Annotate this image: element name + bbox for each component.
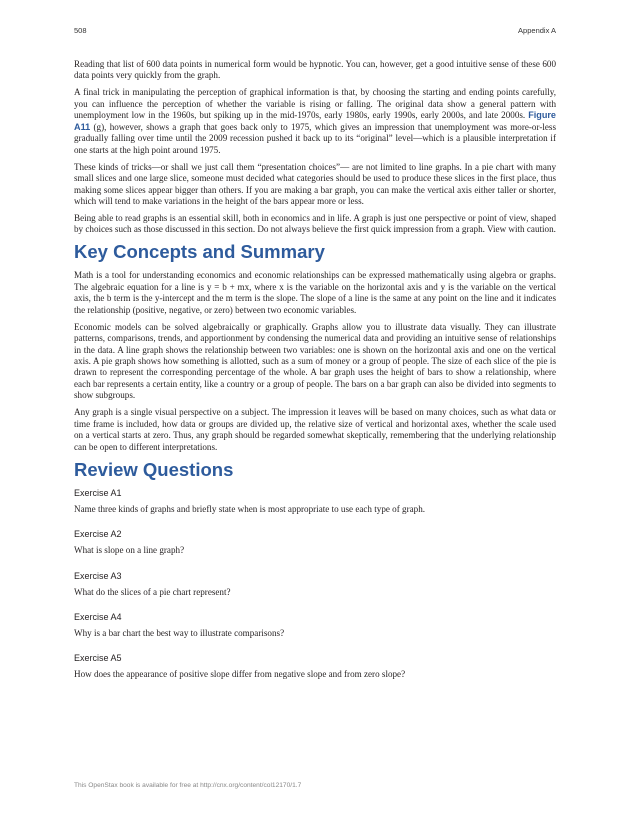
page-footer: This OpenStax book is available for free at http://cnx.org/content/col12170/1.7 [74,782,302,789]
exercise-title: Exercise A3 [74,570,122,581]
page-number: 508 [74,26,87,35]
paragraph: Being able to read graphs is an essential skill, both in economics and in life. A graph is just one perspective or point of view, shaped by choices such as those discussed in this section. Do not always believe the first quick impression from a graph. View with caution. [74,212,556,235]
paragraph: These kinds of tricks—or shall we just call them “presentation choices”— are not limited to line graphs. In a pie chart with many small slices and one large slice, someone must decided what categories should be used to produce these slices in the first place, thus making some slices appear bigger than others. If you are making a bar graph, you can make the vertical axis either taller or shorter, which will tend to make variations in the height of the bars appear more or less. [74,161,556,206]
paragraph [74,87,556,156]
exercise-title: Exercise A2 [74,529,122,540]
figure-link[interactable]: Figure A11 [74,110,556,132]
exercise-question: What do the slices of a pie chart represent? [74,586,231,597]
running-title: Appendix A [518,26,556,35]
paragraph: Any graph is a single visual perspective on a subject. The impression it leaves will be based on many choices, such as what data or time frame is included, how data or groups are divided up, the relative size of vertical and horizontal axes, whether the scale used on a vertical starts at zero. Thus, any graph should be regarded somewhat skeptically, remembering that the underlying relationship can be open to different interpretations. [74,407,556,452]
exercise-title: Exercise A1 [74,487,122,498]
paragraph-text: A final trick in manipulating the perception of graphical information is that, by choosing the starting and ending points carefully, you can influence the perception of whether the variable is rising or falling. The original data show a general pattern with unemployment low in the 1960s, but spiking up in the mid-1970s, early 1980s, early 1990s, early 2000s, and late 2000s. [74,87,556,121]
exercise-title: Exercise A5 [74,653,122,664]
exercise-question: What is slope on a line graph? [74,545,185,556]
exercise-question: Why is a bar chart the best way to illustrate comparisons? [74,628,285,638]
page-content [74,59,556,695]
paragraph: Math is a tool for understanding economics and economic relationships can be expressed mathematically using algebra or graphs. The algebraic equation for a line is y = b + mx, where x is the variable on the horizontal axis and y is the variable on the vertical axis, the b term is the y-intercept and the m term is the slope. The slope of a line is the same at any point on the line and it indicates the relationship (positive, negative, or zero) between two economic variables. [74,270,556,315]
exercise-question: Name three kinds of graphs and briefly state when is most appropriate to use each type of graph. [74,503,426,514]
section-heading-review-questions: Review Questions [74,458,234,480]
exercise-title: Exercise A4 [74,612,122,622]
exercise-question: How does the appearance of positive slope differ from negative slope and from zero slope? [74,669,406,680]
section-heading-key-concepts: Key Concepts and Summary [74,241,325,263]
paragraph: Economic models can be solved algebraically or graphically. Graphs allow you to illustrate data visually. They can illustrate patterns, comparisons, trends, and apportionment by condensing the numerical data and providing an intuitive sense of relationships in the data. A line graph shows the relationship between two variables: one is shown on the horizontal axis and one on the vertical axis. A pie graph shows how something is allotted, such as a sum of money or a group of people. The size of each slice of the pie is drawn to represent the corresponding percentage of the whole. A bar graph uses the height of bars to show a relationship, where each bar represents a certain entity, like a country or a group of people. The bars on a bar graph can also be divided into segments to show subgroups. [74,321,556,401]
paragraph-text: (g), however, shows a graph that goes back only to 1975, which gives an impression that unemployment was more-or-less gradually falling over time until the 2009 recession pushed it back up to its “original” level—which is a plausible interpretation if one starts at the high point around 1975. [74,121,556,155]
paragraph: Reading that list of 600 data points in numerical form would be hypnotic. You can, however, get a good intuitive sense of these 600 data points very quickly from the graph. [74,59,556,81]
